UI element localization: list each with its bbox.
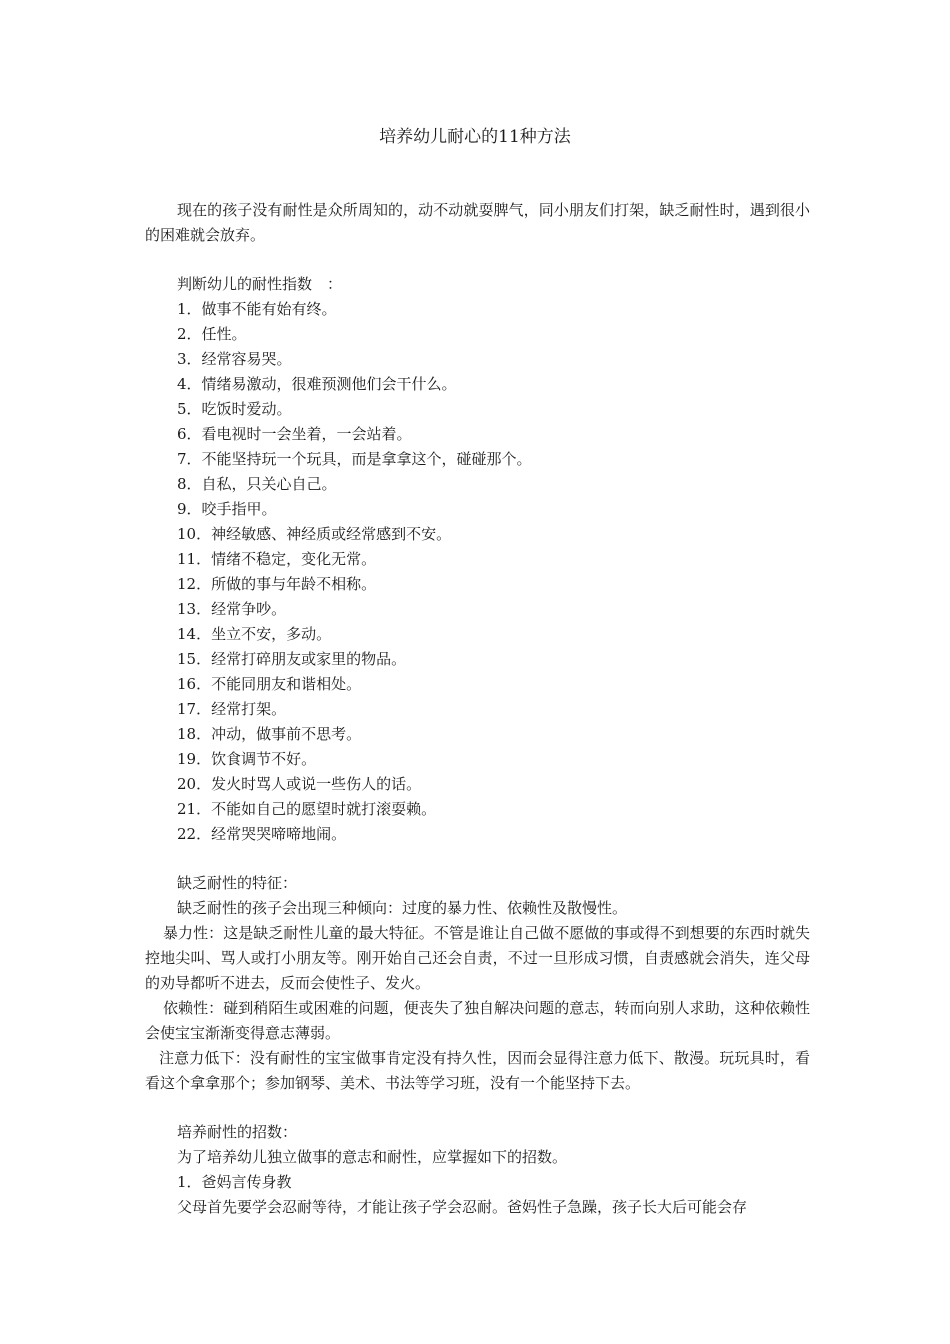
traits-heading: 缺乏耐性的特征： <box>177 874 298 892</box>
methods-intro: 为了培养幼儿独立做事的意志和耐性，应掌握如下的招数。 <box>177 1148 568 1166</box>
index-section <box>145 272 810 847</box>
index-list <box>145 297 810 847</box>
method-1-title: 1．爸妈言传身教 <box>177 1173 292 1191</box>
traits-intro: 缺乏耐性的孩子会出现三种倾向：过度的暴力性、依赖性及散慢性。 <box>177 899 628 917</box>
traits-section <box>145 871 810 1096</box>
index-item: 9．咬手指甲。 <box>177 500 277 518</box>
index-item: 4．情绪易激动，很难预测他们会干什么。 <box>177 375 457 393</box>
index-item: 13．经常争吵。 <box>177 600 287 618</box>
index-item: 20．发火时骂人或说一些伤人的话。 <box>177 775 422 793</box>
index-item: 21．不能如自己的愿望时就打滚耍赖。 <box>177 800 437 818</box>
index-item: 11．情绪不稳定，变化无常。 <box>177 550 377 568</box>
index-item: 1．做事不能有始有终。 <box>177 300 337 318</box>
methods-heading: 培养耐性的招数： <box>177 1123 298 1141</box>
index-item: 2．任性。 <box>177 325 247 343</box>
index-item: 14．坐立不安，多动。 <box>177 625 332 643</box>
index-item: 3．经常容易哭。 <box>177 350 292 368</box>
methods-section <box>145 1120 810 1220</box>
index-heading: 判断幼儿的耐性指数 ： <box>177 275 343 293</box>
trait-violence: 暴力性：这是缺乏耐性儿童的最大特征。不管是谁让自己做不愿做的事或得不到想要的东西时就失控地尖叫、骂人或打小朋友等。刚开始自己还会自责，不过一旦形成习惯，自责感就会消失，连父母的劝导都听不进去，反而会使性子、发火。 <box>145 924 810 992</box>
intro-paragraph: 现在的孩子没有耐性是众所周知的，动不动就耍脾气，同小朋友们打架，缺乏耐性时，遇到很小的困难就会放弃。 <box>145 201 810 244</box>
index-item: 10．神经敏感、神经质或经常感到不安。 <box>177 525 452 543</box>
index-item: 12．所做的事与年龄不相称。 <box>177 575 377 593</box>
intro-section <box>145 198 810 248</box>
index-item: 5．吃饭时爱动。 <box>177 400 292 418</box>
index-item: 18．冲动，做事前不思考。 <box>177 725 362 743</box>
index-item: 15．经常打碎朋友或家里的物品。 <box>177 650 407 668</box>
method-1-text: 父母首先要学会忍耐等待，才能让孩子学会忍耐。爸妈性子急躁，孩子长大后可能会存 <box>177 1198 748 1216</box>
index-item: 22．经常哭哭啼啼地闹。 <box>177 825 347 843</box>
index-item: 6．看电视时一会坐着，一会站着。 <box>177 425 412 443</box>
index-item: 16．不能同朋友和谐相处。 <box>177 675 362 693</box>
index-item: 8．自私，只关心自己。 <box>177 475 337 493</box>
index-item: 17．经常打架。 <box>177 700 287 718</box>
index-item: 19．饮食调节不好。 <box>177 750 317 768</box>
index-item: 7．不能坚持玩一个玩具，而是拿拿这个，碰碰那个。 <box>177 450 532 468</box>
page-title: 培养幼儿耐心的11种方法 <box>379 127 571 147</box>
trait-dependence: 依赖性：碰到稍陌生或困难的问题，便丧失了独自解决问题的意志，转而向别人求助，这种依赖性会使宝宝渐渐变得意志薄弱。 <box>145 999 810 1042</box>
trait-attention: 注意力低下：没有耐性的宝宝做事肯定没有持久性，因而会显得注意力低下、散漫。玩玩具时，看看这个拿拿那个；参加钢琴、美术、书法等学习班，没有一个能坚持下去。 <box>145 1049 810 1092</box>
